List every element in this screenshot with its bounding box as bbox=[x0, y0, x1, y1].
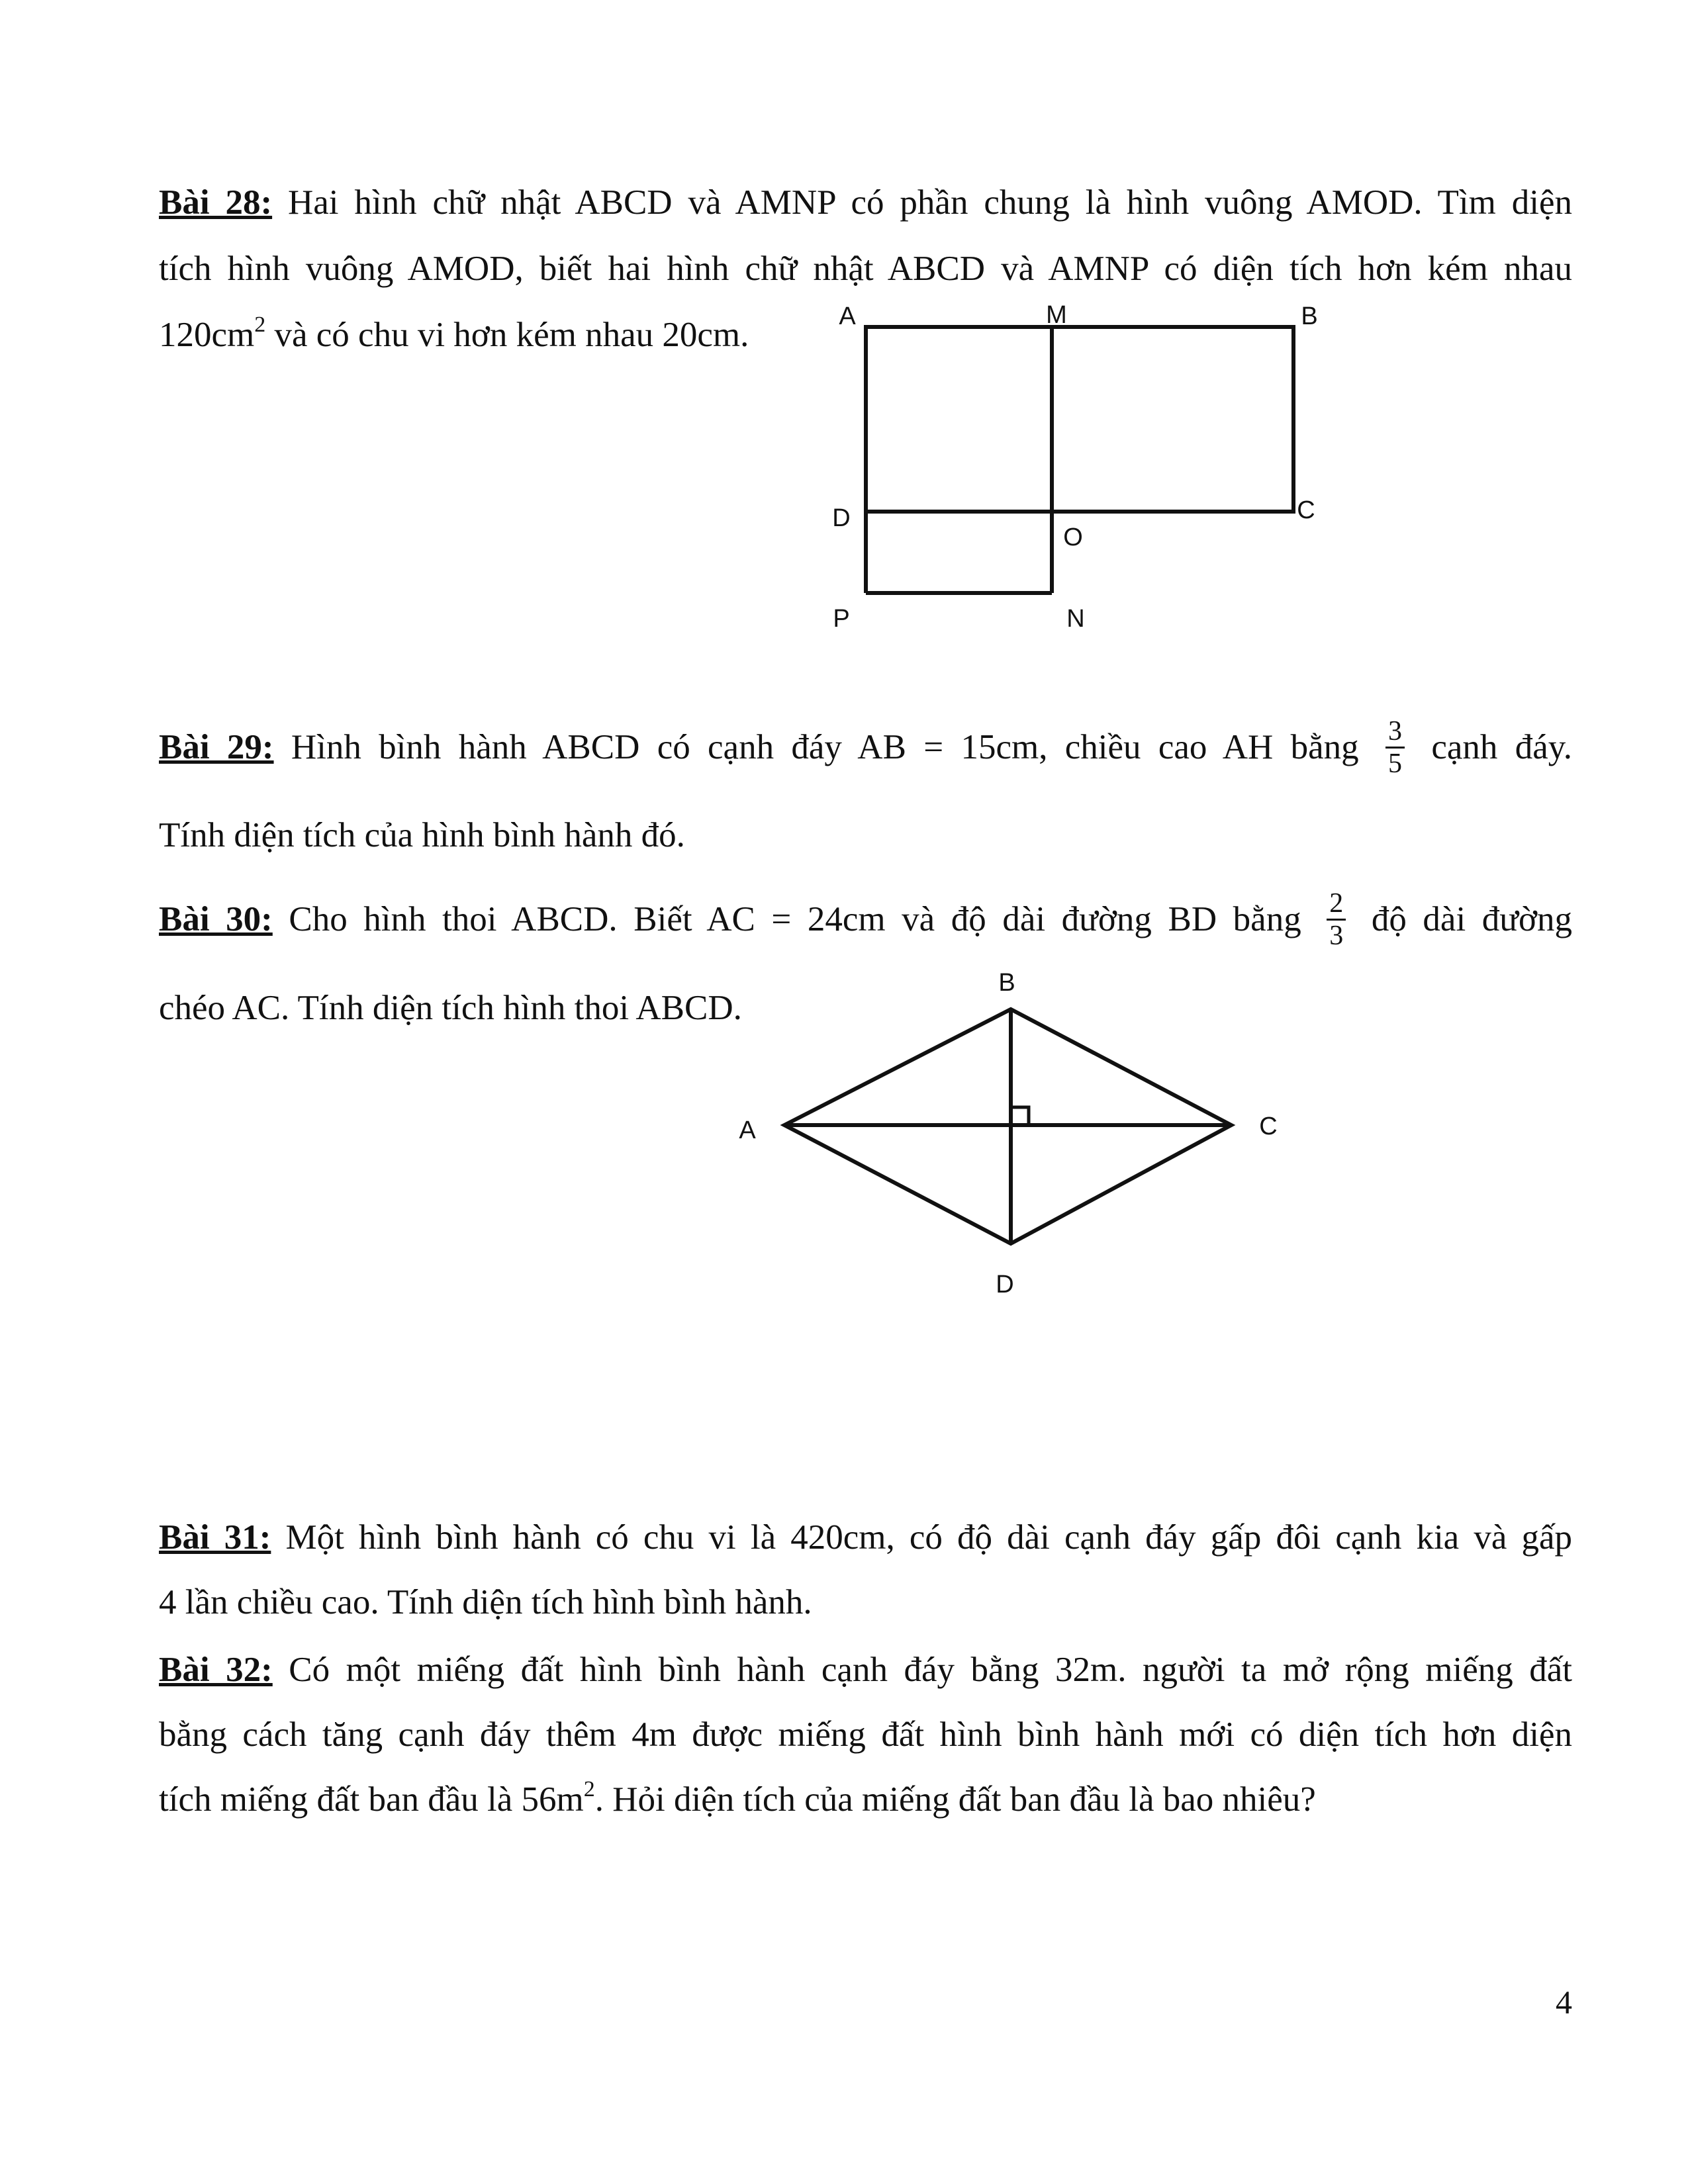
problem-30-label: Bài 30: bbox=[159, 900, 273, 938]
point-label-m: M bbox=[1046, 301, 1067, 329]
text: cạnh đáy. bbox=[1431, 728, 1573, 766]
text: Một hình bình hành có chu vi là 420cm, có độ dài cạnh đáy gấp đôi cạnh kia và gấp bbox=[271, 1518, 1572, 1557]
text: Cho hình thoi ABCD. Biết AC = 24cm và độ dài đường BD bằng bbox=[272, 900, 1301, 938]
rectangles-figure bbox=[866, 327, 1293, 593]
problem-30-line-2: chéo AC. Tính diện tích hình thoi ABCD. bbox=[159, 989, 742, 1027]
fraction-denominator: 3 bbox=[1329, 921, 1344, 952]
point-label-a: A bbox=[839, 302, 856, 330]
point-label-c: C bbox=[1259, 1113, 1278, 1140]
fraction-numerator: 2 bbox=[1327, 888, 1346, 921]
point-label-o: O bbox=[1063, 523, 1083, 551]
rectangles-labels bbox=[832, 301, 1317, 633]
point-label-b: B bbox=[998, 969, 1015, 997]
problem-31-line-2: 4 lần chiều cao. Tính diện tích hình bình hành. bbox=[159, 1583, 812, 1621]
superscript: 2 bbox=[583, 1777, 595, 1801]
point-label-c: C bbox=[1297, 496, 1315, 524]
text: . Hỏi diện tích của miếng đất ban đầu là bao nhiêu? bbox=[594, 1780, 1316, 1819]
point-label-b: B bbox=[1301, 302, 1318, 330]
problem-32-line-2: bằng cách tăng cạnh đáy thêm 4m được miếng đất hình bình hành mới có diện tích hơn diện bbox=[159, 1715, 1572, 1754]
fraction bbox=[1385, 716, 1405, 779]
text: độ dài đường bbox=[1371, 900, 1572, 938]
fraction-numerator: 3 bbox=[1385, 716, 1405, 749]
problem-28-line-3 bbox=[159, 302, 749, 368]
problem-28-text: Hai hình chữ nhật ABCD và AMNP có phần chung là hình vuông AMOD. Tìm diện bbox=[272, 183, 1572, 222]
problem-30-line-1 bbox=[159, 886, 1572, 952]
rectangle-abcd bbox=[866, 327, 1293, 512]
text: tích miếng đất ban đầu là 56m bbox=[159, 1780, 584, 1819]
problem-28-label: Bài 28: bbox=[159, 183, 273, 222]
problem-29-label: Bài 29: bbox=[159, 728, 274, 766]
rhombus-labels bbox=[739, 969, 1277, 1298]
point-label-d: D bbox=[832, 504, 851, 532]
problem-29-line-1 bbox=[159, 714, 1572, 780]
text: Có một miếng đất hình bình hành cạnh đáy bằng 32m. người ta mở rộng miếng đất bbox=[272, 1651, 1572, 1689]
point-label-d: D bbox=[996, 1271, 1014, 1298]
rhombus-figure bbox=[784, 1009, 1231, 1244]
problem-28-line-1 bbox=[159, 169, 1572, 236]
fraction-denominator: 5 bbox=[1388, 749, 1402, 780]
problem-32-line-1 bbox=[159, 1637, 1572, 1703]
problem-28-line-2: tích hình vuông AMOD, biết hai hình chữ nhật ABCD và AMNP có diện tích hơn kém nhau bbox=[159, 250, 1572, 288]
right-angle-mark bbox=[1011, 1107, 1029, 1125]
text: 120cm bbox=[159, 316, 255, 354]
superscript: 2 bbox=[254, 312, 266, 337]
point-label-n: N bbox=[1066, 605, 1085, 633]
rhombus-abcd bbox=[784, 1009, 1231, 1244]
problem-31-line-1 bbox=[159, 1504, 1572, 1570]
problem-31-label: Bài 31: bbox=[159, 1518, 271, 1557]
text: Hình bình hành ABCD có cạnh đáy AB = 15cm, chiều cao AH bằng bbox=[273, 728, 1359, 766]
problem-32-line-3 bbox=[159, 1766, 1316, 1833]
point-label-a: A bbox=[739, 1116, 756, 1144]
problem-29-line-2: Tính diện tích của hình bình hành đó. bbox=[159, 816, 685, 854]
page-number: 4 bbox=[1556, 1983, 1572, 2021]
point-label-p: P bbox=[833, 605, 850, 633]
problem-32-label: Bài 32: bbox=[159, 1651, 273, 1689]
fraction bbox=[1327, 888, 1346, 951]
text: và có chu vi hơn kém nhau 20cm. bbox=[265, 316, 749, 354]
